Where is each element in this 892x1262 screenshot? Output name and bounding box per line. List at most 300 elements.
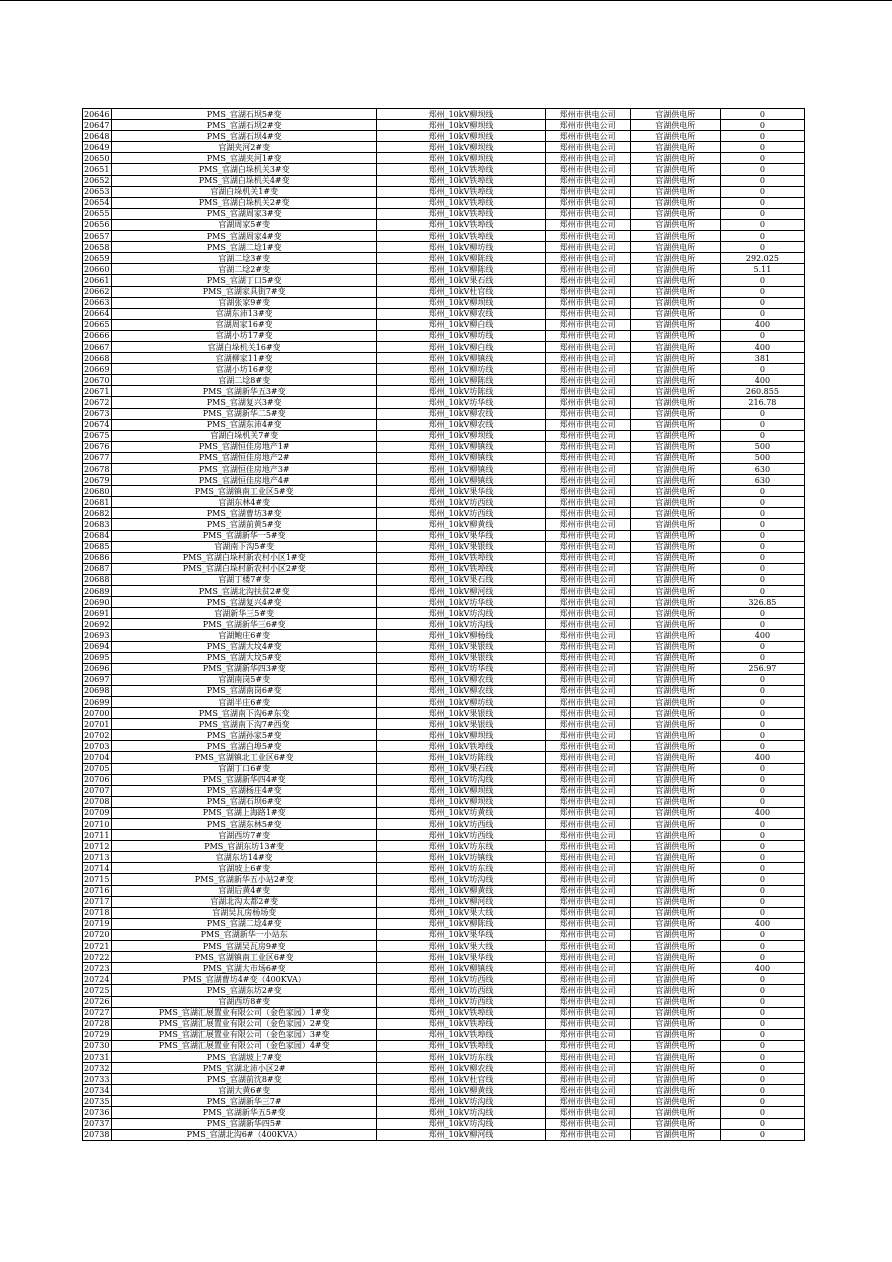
value-cell: 0 xyxy=(720,530,804,541)
table-row xyxy=(83,1129,805,1140)
row-id-cell: 20666 xyxy=(83,330,112,341)
feeder-line-cell: 郑州_10kV柳白线 xyxy=(377,319,545,330)
row-id-cell: 20654 xyxy=(83,197,112,208)
feeder-line-cell: 郑州_10kV果银线 xyxy=(377,641,545,652)
feeder-line-cell: 郑州_10kV柳黄线 xyxy=(377,519,545,530)
company-cell: 郑州市供电公司 xyxy=(545,619,630,630)
feeder-line-cell: 郑州_10kV坊陈线 xyxy=(377,386,545,397)
row-id-cell: 20737 xyxy=(83,1118,112,1129)
station-cell: 官湖供电所 xyxy=(630,1063,720,1074)
value-cell: 0 xyxy=(720,1085,804,1096)
table-row xyxy=(83,441,805,452)
row-id-cell: 20703 xyxy=(83,741,112,752)
company-cell: 郑州市供电公司 xyxy=(545,452,630,463)
value-cell: 0 xyxy=(720,330,804,341)
transformer-name-cell: PMS_官湖曹坊4#变（400KVA） xyxy=(112,974,377,985)
table-row xyxy=(83,885,805,896)
station-cell: 官湖供电所 xyxy=(630,741,720,752)
feeder-line-cell: 郑州_10kV铁埠线 xyxy=(377,219,545,230)
row-id-cell: 20660 xyxy=(83,264,112,275)
company-cell: 郑州市供电公司 xyxy=(545,563,630,574)
feeder-line-cell: 郑州_10kV坊沟线 xyxy=(377,619,545,630)
value-cell: 630 xyxy=(720,475,804,486)
station-cell: 官湖供电所 xyxy=(630,896,720,907)
transformer-name-cell: PMS_官湖南下沟7#西变 xyxy=(112,719,377,730)
feeder-line-cell: 郑州_10kV柳坊线 xyxy=(377,330,545,341)
row-id-cell: 20685 xyxy=(83,541,112,552)
feeder-line-cell: 郑州_10kV柳坝线 xyxy=(377,120,545,131)
station-cell: 官湖供电所 xyxy=(630,1007,720,1018)
row-id-cell: 20721 xyxy=(83,941,112,952)
company-cell: 郑州市供电公司 xyxy=(545,918,630,929)
row-id-cell: 20667 xyxy=(83,341,112,352)
row-id-cell: 20689 xyxy=(83,586,112,597)
feeder-line-cell: 郑州_10kV坊西线 xyxy=(377,497,545,508)
row-id-cell: 20692 xyxy=(83,619,112,630)
station-cell: 官湖供电所 xyxy=(630,719,720,730)
row-id-cell: 20727 xyxy=(83,1007,112,1018)
transformer-name-cell: PMS_官湖新华三6#变 xyxy=(112,619,377,630)
table-row xyxy=(83,497,805,508)
station-cell: 官湖供电所 xyxy=(630,142,720,153)
feeder-line-cell: 郑州_10kV坊东线 xyxy=(377,841,545,852)
company-cell: 郑州市供电公司 xyxy=(545,131,630,142)
station-cell: 官湖供电所 xyxy=(630,774,720,785)
row-id-cell: 20718 xyxy=(83,907,112,918)
feeder-line-cell: 郑州_10kV柳坝线 xyxy=(377,131,545,142)
company-cell: 郑州市供电公司 xyxy=(545,929,630,940)
company-cell: 郑州市供电公司 xyxy=(545,519,630,530)
table-row xyxy=(83,796,805,807)
value-cell: 0 xyxy=(720,885,804,896)
company-cell: 郑州市供电公司 xyxy=(545,963,630,974)
transformer-name-cell: PMS_官湖复兴3#变 xyxy=(112,397,377,408)
feeder-line-cell: 郑州_10kV坊沟线 xyxy=(377,608,545,619)
feeder-line-cell: 郑州_10kV柳坝线 xyxy=(377,796,545,807)
row-id-cell: 20731 xyxy=(83,1051,112,1062)
table-row xyxy=(83,1040,805,1051)
value-cell: 0 xyxy=(720,563,804,574)
feeder-line-cell: 郑州_10kV柳农线 xyxy=(377,419,545,430)
value-cell: 0 xyxy=(720,308,804,319)
row-id-cell: 20684 xyxy=(83,530,112,541)
transformer-name-cell: PMS_官湖新华二5#变 xyxy=(112,408,377,419)
transformer-name-cell: PMS_官湖白垛村新农村小区1#变 xyxy=(112,552,377,563)
feeder-line-cell: 郑州_10kV坊华线 xyxy=(377,397,545,408)
row-id-cell: 20687 xyxy=(83,563,112,574)
station-cell: 官湖供电所 xyxy=(630,308,720,319)
table-row xyxy=(83,630,805,641)
station-cell: 官湖供电所 xyxy=(630,530,720,541)
table-row xyxy=(83,1051,805,1062)
table-row xyxy=(83,674,805,685)
table-row xyxy=(83,541,805,552)
company-cell: 郑州市供电公司 xyxy=(545,1063,630,1074)
feeder-line-cell: 郑州_10kV铁埠线 xyxy=(377,1029,545,1040)
feeder-line-cell: 郑州_10kV坊西线 xyxy=(377,508,545,519)
station-cell: 官湖供电所 xyxy=(630,364,720,375)
table-row xyxy=(83,918,805,929)
row-id-cell: 20669 xyxy=(83,364,112,375)
feeder-line-cell: 郑州_10kV坊华线 xyxy=(377,597,545,608)
row-id-cell: 20676 xyxy=(83,441,112,452)
company-cell: 郑州市供电公司 xyxy=(545,1040,630,1051)
transformer-name-cell: PMS_官湖大坟5#变 xyxy=(112,652,377,663)
station-cell: 官湖供电所 xyxy=(630,297,720,308)
row-id-cell: 20734 xyxy=(83,1085,112,1096)
row-id-cell: 20681 xyxy=(83,497,112,508)
table-row xyxy=(83,807,805,818)
feeder-line-cell: 郑州_10kV柳河线 xyxy=(377,586,545,597)
value-cell: 0 xyxy=(720,974,804,985)
table-row xyxy=(83,253,805,264)
table-row xyxy=(83,841,805,852)
table-row xyxy=(83,774,805,785)
transformer-name-cell: 官湖东坊14#变 xyxy=(112,852,377,863)
transformer-name-cell: PMS_官湖杨庄4#变 xyxy=(112,785,377,796)
transformer-name-cell: PMS_官湖镇北工业区6#变 xyxy=(112,752,377,763)
value-cell: 0 xyxy=(720,574,804,585)
table-row xyxy=(83,219,805,230)
station-cell: 官湖供电所 xyxy=(630,963,720,974)
company-cell: 郑州市供电公司 xyxy=(545,874,630,885)
table-row xyxy=(83,408,805,419)
feeder-line-cell: 郑州_10kV坊沟线 xyxy=(377,1096,545,1107)
feeder-line-cell: 郑州_10kV坊东线 xyxy=(377,863,545,874)
company-cell: 郑州市供电公司 xyxy=(545,286,630,297)
company-cell: 郑州市供电公司 xyxy=(545,752,630,763)
table-row xyxy=(83,1018,805,1029)
transformer-name-cell: PMS_官湖复兴4#变 xyxy=(112,597,377,608)
row-id-cell: 20711 xyxy=(83,830,112,841)
value-cell: 0 xyxy=(720,552,804,563)
company-cell: 郑州市供电公司 xyxy=(545,364,630,375)
row-id-cell: 20723 xyxy=(83,963,112,974)
feeder-line-cell: 郑州_10kV杜官线 xyxy=(377,286,545,297)
value-cell: 0 xyxy=(720,763,804,774)
feeder-line-cell: 郑州_10kV果银线 xyxy=(377,652,545,663)
station-cell: 官湖供电所 xyxy=(630,763,720,774)
station-cell: 官湖供电所 xyxy=(630,874,720,885)
row-id-cell: 20697 xyxy=(83,674,112,685)
company-cell: 郑州市供电公司 xyxy=(545,608,630,619)
row-id-cell: 20690 xyxy=(83,597,112,608)
table-row xyxy=(83,719,805,730)
transformer-name-cell: PMS_官湖新华四3#变 xyxy=(112,663,377,674)
row-id-cell: 20719 xyxy=(83,918,112,929)
feeder-line-cell: 郑州_10kV坊华线 xyxy=(377,663,545,674)
company-cell: 郑州市供电公司 xyxy=(545,985,630,996)
value-cell: 0 xyxy=(720,896,804,907)
table-row xyxy=(83,619,805,630)
feeder-line-cell: 郑州_10kV铁埠线 xyxy=(377,552,545,563)
station-cell: 官湖供电所 xyxy=(630,120,720,131)
row-id-cell: 20682 xyxy=(83,508,112,519)
station-cell: 官湖供电所 xyxy=(630,1029,720,1040)
transformer-name-cell: PMS_官湖周家3#变 xyxy=(112,208,377,219)
company-cell: 郑州市供电公司 xyxy=(545,541,630,552)
station-cell: 官湖供电所 xyxy=(630,841,720,852)
value-cell: 0 xyxy=(720,1096,804,1107)
value-cell: 0 xyxy=(720,131,804,142)
transformer-name-cell: PMS_官湖前沈8#变 xyxy=(112,1074,377,1085)
value-cell: 292.025 xyxy=(720,253,804,264)
transformer-name-cell: PMS_官湖白垛机关2#变 xyxy=(112,197,377,208)
table-row xyxy=(83,419,805,430)
feeder-line-cell: 郑州_10kV果华线 xyxy=(377,530,545,541)
value-cell: 0 xyxy=(720,541,804,552)
feeder-line-cell: 郑州_10kV坊沟线 xyxy=(377,1107,545,1118)
value-cell: 0 xyxy=(720,109,804,120)
row-id-cell: 20706 xyxy=(83,774,112,785)
station-cell: 官湖供电所 xyxy=(630,619,720,630)
company-cell: 郑州市供电公司 xyxy=(545,630,630,641)
value-cell: 0 xyxy=(720,1018,804,1029)
value-cell: 400 xyxy=(720,319,804,330)
row-id-cell: 20674 xyxy=(83,419,112,430)
company-cell: 郑州市供电公司 xyxy=(545,253,630,264)
row-id-cell: 20713 xyxy=(83,852,112,863)
value-cell: 400 xyxy=(720,918,804,929)
table-row xyxy=(83,652,805,663)
company-cell: 郑州市供电公司 xyxy=(545,242,630,253)
table-row xyxy=(83,486,805,497)
row-id-cell: 20695 xyxy=(83,652,112,663)
transformer-name-cell: PMS_官湖夹河1#变 xyxy=(112,153,377,164)
table-row xyxy=(83,974,805,985)
table-body xyxy=(83,109,805,1141)
feeder-line-cell: 郑州_10kV坊沟线 xyxy=(377,1118,545,1129)
value-cell: 400 xyxy=(720,375,804,386)
value-cell: 0 xyxy=(720,219,804,230)
transformer-name-cell: PMS_官湖上海路1#变 xyxy=(112,807,377,818)
feeder-line-cell: 郑州_10kV果大线 xyxy=(377,941,545,952)
company-cell: 郑州市供电公司 xyxy=(545,341,630,352)
value-cell: 0 xyxy=(720,364,804,375)
transformer-name-cell: 官湖白垛机关16#变 xyxy=(112,341,377,352)
feeder-line-cell: 郑州_10kV柳坝线 xyxy=(377,785,545,796)
company-cell: 郑州市供电公司 xyxy=(545,109,630,120)
station-cell: 官湖供电所 xyxy=(630,219,720,230)
value-cell: 0 xyxy=(720,608,804,619)
value-cell: 0 xyxy=(720,408,804,419)
row-id-cell: 20733 xyxy=(83,1074,112,1085)
company-cell: 郑州市供电公司 xyxy=(545,1096,630,1107)
station-cell: 官湖供电所 xyxy=(630,752,720,763)
transformer-name-cell: 官湖南下沟5#变 xyxy=(112,541,377,552)
row-id-cell: 20649 xyxy=(83,142,112,153)
transformer-name-cell: PMS_官湖东林5#变 xyxy=(112,819,377,830)
table-row xyxy=(83,597,805,608)
row-id-cell: 20736 xyxy=(83,1107,112,1118)
company-cell: 郑州市供电公司 xyxy=(545,208,630,219)
transformer-name-cell: 官湖新华三5#变 xyxy=(112,608,377,619)
station-cell: 官湖供电所 xyxy=(630,264,720,275)
value-cell: 0 xyxy=(720,286,804,297)
value-cell: 0 xyxy=(720,1051,804,1062)
transformer-name-cell: PMS_官湖南下沟6#东变 xyxy=(112,708,377,719)
row-id-cell: 20658 xyxy=(83,242,112,253)
transformer-name-cell: PMS_官湖新华五小站2#变 xyxy=(112,874,377,885)
table-row xyxy=(83,996,805,1007)
transformer-name-cell: 官湖后黄4#变 xyxy=(112,885,377,896)
table-row xyxy=(83,475,805,486)
station-cell: 官湖供电所 xyxy=(630,541,720,552)
value-cell: 0 xyxy=(720,741,804,752)
transformer-name-cell: PMS_官湖白垛机关3#变 xyxy=(112,164,377,175)
table-row xyxy=(83,464,805,475)
station-cell: 官湖供电所 xyxy=(630,574,720,585)
station-cell: 官湖供电所 xyxy=(630,419,720,430)
table-row xyxy=(83,696,805,707)
feeder-line-cell: 郑州_10kV杜官线 xyxy=(377,1074,545,1085)
table-row xyxy=(83,175,805,186)
feeder-line-cell: 郑州_10kV柳陈线 xyxy=(377,918,545,929)
transformer-name-cell: 官湖半庄6#变 xyxy=(112,696,377,707)
value-cell: 0 xyxy=(720,497,804,508)
station-cell: 官湖供电所 xyxy=(630,1040,720,1051)
row-id-cell: 20709 xyxy=(83,807,112,818)
value-cell: 0 xyxy=(720,197,804,208)
transformer-name-cell: PMS_官湖坡上7#变 xyxy=(112,1051,377,1062)
feeder-line-cell: 郑州_10kV柳陈线 xyxy=(377,253,545,264)
feeder-line-cell: 郑州_10kV柳坝线 xyxy=(377,109,545,120)
company-cell: 郑州市供电公司 xyxy=(545,497,630,508)
transformer-name-cell: PMS_官湖新华四4#变 xyxy=(112,774,377,785)
transformer-name-cell: PMS_官湖新华五3#变 xyxy=(112,386,377,397)
table-row xyxy=(83,286,805,297)
transformer-name-cell: PMS_官湖曹坊3#变 xyxy=(112,508,377,519)
row-id-cell: 20664 xyxy=(83,308,112,319)
company-cell: 郑州市供电公司 xyxy=(545,475,630,486)
station-cell: 官湖供电所 xyxy=(630,386,720,397)
station-cell: 官湖供电所 xyxy=(630,1096,720,1107)
station-cell: 官湖供电所 xyxy=(630,231,720,242)
company-cell: 郑州市供电公司 xyxy=(545,1029,630,1040)
row-id-cell: 20671 xyxy=(83,386,112,397)
table-row xyxy=(83,874,805,885)
feeder-line-cell: 郑州_10kV果石线 xyxy=(377,574,545,585)
feeder-line-cell: 郑州_10kV坊黄线 xyxy=(377,807,545,818)
station-cell: 官湖供电所 xyxy=(630,996,720,1007)
transformer-name-cell: PMS_官湖新华一小站东 xyxy=(112,929,377,940)
table-row xyxy=(83,519,805,530)
row-id-cell: 20656 xyxy=(83,219,112,230)
value-cell: 0 xyxy=(720,985,804,996)
value-cell: 0 xyxy=(720,874,804,885)
table-row xyxy=(83,552,805,563)
row-id-cell: 20716 xyxy=(83,885,112,896)
feeder-line-cell: 郑州_10kV柳镇线 xyxy=(377,452,545,463)
table-row xyxy=(83,375,805,386)
station-cell: 官湖供电所 xyxy=(630,253,720,264)
transformer-name-cell: PMS_官湖恒佳房地产2# xyxy=(112,452,377,463)
table-row xyxy=(83,985,805,996)
row-id-cell: 20675 xyxy=(83,430,112,441)
transformer-name-cell: 官湖二埝8#变 xyxy=(112,375,377,386)
company-cell: 郑州市供电公司 xyxy=(545,231,630,242)
station-cell: 官湖供电所 xyxy=(630,663,720,674)
row-id-cell: 20670 xyxy=(83,375,112,386)
feeder-line-cell: 郑州_10kV坊西线 xyxy=(377,819,545,830)
row-id-cell: 20707 xyxy=(83,785,112,796)
company-cell: 郑州市供电公司 xyxy=(545,807,630,818)
company-cell: 郑州市供电公司 xyxy=(545,430,630,441)
row-id-cell: 20701 xyxy=(83,719,112,730)
row-id-cell: 20702 xyxy=(83,730,112,741)
station-cell: 官湖供电所 xyxy=(630,242,720,253)
feeder-line-cell: 郑州_10kV铁埠线 xyxy=(377,563,545,574)
transformer-name-cell: 官湖夹河2#变 xyxy=(112,142,377,153)
value-cell: 0 xyxy=(720,430,804,441)
value-cell: 630 xyxy=(720,464,804,475)
station-cell: 官湖供电所 xyxy=(630,452,720,463)
table-row xyxy=(83,563,805,574)
value-cell: 500 xyxy=(720,441,804,452)
transformer-name-cell: PMS_官湖白垛村新农村小区2#变 xyxy=(112,563,377,574)
table-row xyxy=(83,330,805,341)
station-cell: 官湖供电所 xyxy=(630,186,720,197)
feeder-line-cell: 郑州_10kV坊沟线 xyxy=(377,774,545,785)
table-row xyxy=(83,508,805,519)
value-cell: 0 xyxy=(720,952,804,963)
station-cell: 官湖供电所 xyxy=(630,630,720,641)
value-cell: 0 xyxy=(720,929,804,940)
feeder-line-cell: 郑州_10kV坊西线 xyxy=(377,974,545,985)
station-cell: 官湖供电所 xyxy=(630,497,720,508)
table-row xyxy=(83,741,805,752)
value-cell: 0 xyxy=(720,142,804,153)
company-cell: 郑州市供电公司 xyxy=(545,353,630,364)
transformer-name-cell: 官湖白垛机关1#变 xyxy=(112,186,377,197)
station-cell: 官湖供电所 xyxy=(630,819,720,830)
value-cell: 0 xyxy=(720,275,804,286)
feeder-line-cell: 郑州_10kV果大线 xyxy=(377,907,545,918)
station-cell: 官湖供电所 xyxy=(630,830,720,841)
value-cell: 500 xyxy=(720,452,804,463)
feeder-line-cell: 郑州_10kV柳镇线 xyxy=(377,464,545,475)
company-cell: 郑州市供电公司 xyxy=(545,330,630,341)
company-cell: 郑州市供电公司 xyxy=(545,508,630,519)
company-cell: 郑州市供电公司 xyxy=(545,696,630,707)
station-cell: 官湖供电所 xyxy=(630,109,720,120)
row-id-cell: 20650 xyxy=(83,153,112,164)
transformer-name-cell: 官湖东林4#变 xyxy=(112,497,377,508)
feeder-line-cell: 郑州_10kV铁埠线 xyxy=(377,175,545,186)
feeder-line-cell: 郑州_10kV柳河线 xyxy=(377,1129,545,1140)
company-cell: 郑州市供电公司 xyxy=(545,796,630,807)
station-cell: 官湖供电所 xyxy=(630,508,720,519)
value-cell: 0 xyxy=(720,419,804,430)
value-cell: 216.78 xyxy=(720,397,804,408)
feeder-line-cell: 郑州_10kV柳河线 xyxy=(377,896,545,907)
row-id-cell: 20717 xyxy=(83,896,112,907)
row-id-cell: 20648 xyxy=(83,131,112,142)
row-id-cell: 20720 xyxy=(83,929,112,940)
transformer-name-cell: PMS_官湖新华三7# xyxy=(112,1096,377,1107)
table-row xyxy=(83,142,805,153)
station-cell: 官湖供电所 xyxy=(630,730,720,741)
feeder-line-cell: 郑州_10kV柳镇线 xyxy=(377,441,545,452)
company-cell: 郑州市供电公司 xyxy=(545,674,630,685)
table-row xyxy=(83,120,805,131)
company-cell: 郑州市供电公司 xyxy=(545,1074,630,1085)
table-row xyxy=(83,586,805,597)
page-top-rule xyxy=(0,0,892,1)
feeder-line-cell: 郑州_10kV果银线 xyxy=(377,719,545,730)
value-cell: 0 xyxy=(720,907,804,918)
feeder-line-cell: 郑州_10kV果华线 xyxy=(377,486,545,497)
